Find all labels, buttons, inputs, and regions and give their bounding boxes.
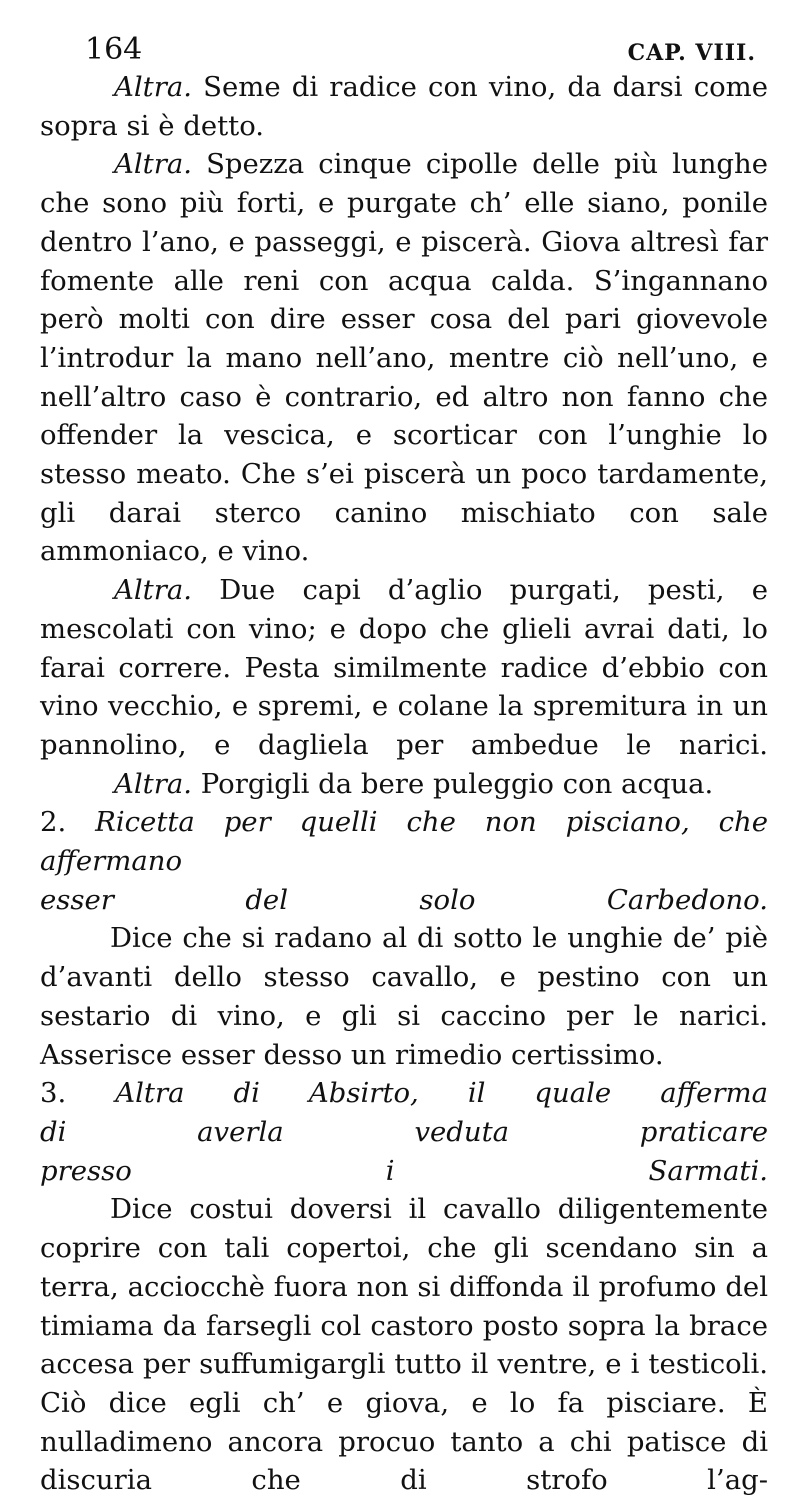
body-text [40, 68, 768, 1500]
paragraph-lead: Altra. [114, 574, 192, 607]
paragraph-text: Spezza cinque cipolle delle più lunghe che sono più forti, e purgate ch’ elle siano, ponile dentro l’ano, e passeggi, e piscerà. Giova altresì far fomente alle reni con acqua calda. S’ingannano però molti con dire esser cosa del pari giovevole l’introdur la mano nell’ano, mentre ciò nell’uno, e nell’altro caso è contrario, ed altro non fanno che offender la vescica, e scorticar con l’unghie lo stesso meato. Che s’ei piscerà un poco tardamente, gli darai sterco canino mischiato con sale ammoniaco, e vino. [40, 148, 768, 568]
section-heading-line: di averla veduta praticare [40, 1115, 768, 1148]
section-heading-3-line3 [40, 1152, 768, 1191]
paragraph-text: Due capi d’aglio purgati, pesti, e mescolati con vino; e dopo che glieli avrai dati, lo farai correre. Pesta similmente radice d’ebbio con vino vecchio, e spremi, e colane la spremitura in un pannolino, e dagliela per ambedue le narici. [40, 574, 768, 761]
paragraph-6 [40, 1190, 768, 1500]
section-heading-line: esser del solo Carbedono. [40, 883, 768, 916]
section-heading-3 [40, 1074, 768, 1113]
paragraph-text: Porgigli da bere puleggio con acqua. [200, 767, 714, 800]
chapter-label: CAP. VIII. [627, 40, 756, 66]
paragraph-3 [40, 571, 768, 765]
section-number: 2. [40, 806, 67, 839]
section-heading-line: Ricetta per quelli che non pisciano, che affermano [40, 806, 768, 878]
page-number: 164 [85, 32, 143, 67]
section-heading-3-line2 [40, 1113, 768, 1152]
paragraph-4 [40, 765, 768, 804]
paragraph-5 [40, 919, 768, 1074]
section-heading-2 [40, 803, 768, 880]
paragraph-lead: Altra. [114, 767, 192, 800]
paragraph-lead: Altra. [114, 71, 192, 103]
paragraph-1 [40, 68, 768, 145]
paragraph-text: Seme di radice con vino, da darsi come sopra si è detto. [40, 71, 768, 142]
section-heading-line: presso i Sarmati. [40, 1154, 768, 1187]
paragraph-text: Dice costui doversi il cavallo diligentemente coprire con tali copertoi, che gli scendano sin a terra, acciocchè fuora non si diffonda il profumo del timiama da farsegli col castoro posto sopra la brace accesa per suffumigargli tutto il ventre, e i testicoli. Ciò dice egli ch’ e giova, e lo fa pisciare. È nulladimeno ancora procuo tanto a chi patisce di discuria che di strofo l’ag- [40, 1193, 768, 1497]
paragraph-2 [40, 145, 768, 571]
section-heading-2-cont [40, 881, 768, 920]
section-number: 3. [40, 1077, 67, 1110]
section-heading-line: Altra di Absirto, il quale afferma [115, 1077, 768, 1110]
paragraph-lead: Altra. [114, 148, 192, 181]
paragraph-text: Dice che si radano al di sotto le unghie de’ piè d’avanti dello stesso cavallo, e pestino con un sestario di vino, e gli si caccino per le narici. Asserisce esser desso un rimedio certissimo. [40, 922, 768, 1071]
